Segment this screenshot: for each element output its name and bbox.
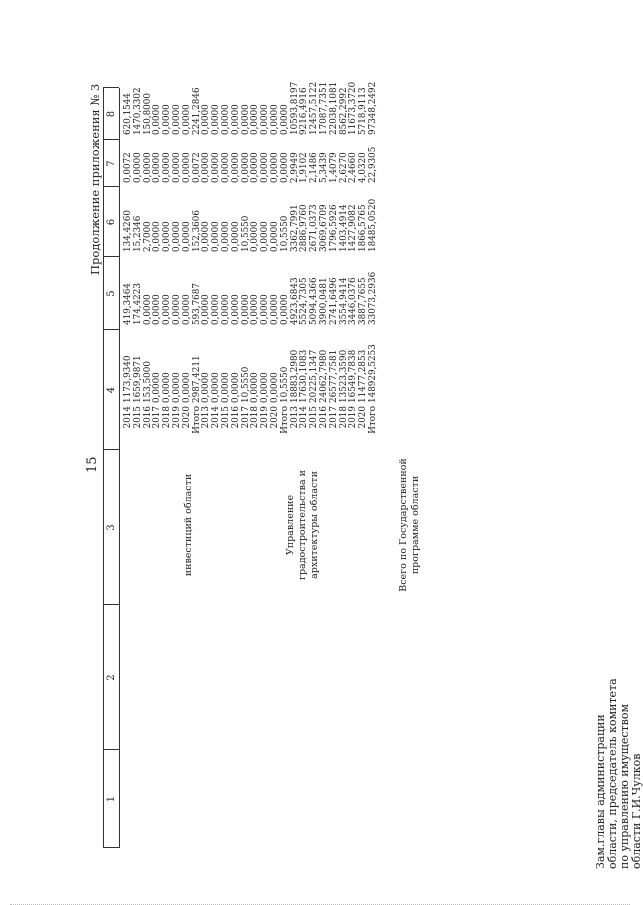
cell-col-5: 5094,4366: [309, 277, 320, 325]
cell-col-5: 33073,2936: [368, 271, 378, 325]
cell-col-7: 0,0000: [230, 152, 241, 183]
cell-col-4: 0,0000: [181, 372, 192, 403]
page-number: 15: [85, 456, 100, 473]
cell-col-8: 0,0000: [221, 104, 231, 135]
cell-col-8: 0,0000: [211, 104, 222, 135]
cell-col-4: 2987,4211: [191, 355, 202, 403]
row-year: 2018: [338, 406, 349, 429]
row-year: 2013: [289, 406, 300, 429]
cell-col-4: 0,0000: [221, 372, 231, 403]
table-header-divider: [119, 88, 120, 848]
cell-col-5: 0,0000: [211, 294, 222, 325]
signature-line: области Г.И.Чулков: [630, 753, 643, 869]
cell-col-6: 0,0000: [211, 221, 222, 252]
cell-col-6: 1403,4914: [338, 204, 349, 252]
cell-col-4: 10,5550: [240, 366, 251, 403]
cell-col-4: 0,0000: [152, 372, 163, 403]
table-border-top: [103, 88, 104, 848]
cell-col-7: 5,3439: [319, 152, 329, 183]
cell-col-8: 17087,7351: [319, 81, 329, 135]
cell-col-5: 0,0000: [221, 294, 231, 325]
cell-col-8: 0,0000: [279, 104, 290, 135]
cell-col-5: 593,7687: [191, 283, 202, 325]
cell-col-4: 0,0000: [260, 372, 271, 403]
cell-col-6: 0,0000: [270, 221, 280, 252]
cell-col-6: 18485,0520: [368, 198, 378, 252]
cell-col-4: 18883,2980: [289, 349, 300, 403]
cell-col-4: 20225,1347: [309, 349, 320, 403]
cell-col-8: 11673,3720: [348, 81, 359, 135]
cell-col-6: 134,4260: [123, 210, 133, 252]
cell-col-8: 8562,2992: [338, 87, 349, 135]
cell-col-8: 5718,9113: [358, 87, 369, 135]
cell-col-6: 0,0000: [230, 221, 241, 252]
row-year: 2020: [181, 406, 192, 429]
cell-col-4: 1659,9871: [132, 355, 143, 403]
cell-col-7: 0,0072: [123, 152, 133, 183]
cell-col-6: 10,5550: [279, 215, 290, 252]
row-year: 2014: [123, 406, 133, 429]
row-year: Итого: [279, 406, 290, 434]
cell-col-8: 12457,5122: [309, 81, 320, 135]
group-label-urban-planning: Управление градостроительства и архитектуры области: [285, 469, 320, 581]
cell-col-4: 24062,7980: [319, 349, 329, 403]
cell-col-4: 153,5000: [142, 361, 153, 403]
cell-col-7: 0,0072: [191, 152, 202, 183]
cell-col-6: 2,7000: [142, 221, 153, 252]
header-col-5: 5: [106, 290, 117, 297]
cell-col-5: 0,0000: [162, 294, 173, 325]
row-year: 2016: [230, 406, 241, 429]
cell-col-6: 3069,6709: [319, 204, 329, 252]
cell-col-6: 0,0000: [162, 221, 173, 252]
header-col-8: 8: [106, 110, 117, 118]
cell-col-8: 0,0000: [240, 104, 251, 135]
cell-col-8: 97348,2492: [368, 81, 378, 135]
cell-col-5: 0,0000: [152, 294, 163, 325]
cell-col-5: 174,4223: [132, 283, 143, 325]
continuation-title: Продолжение приложения № 3: [88, 83, 102, 275]
cell-col-5: 0,0000: [181, 294, 192, 325]
cell-col-4: 148929,5253: [368, 344, 378, 403]
cell-col-6: 2671,0373: [309, 204, 320, 252]
cell-col-8: 0,0000: [260, 104, 271, 135]
cell-col-5: 0,0000: [240, 294, 251, 325]
row-year: 2019: [172, 406, 182, 429]
header-col-1: 1: [106, 795, 117, 803]
cell-col-8: 0,0000: [152, 104, 163, 135]
cell-col-7: 2,6270: [338, 152, 349, 183]
cell-col-6: 3362,7991: [289, 204, 300, 252]
cell-col-4: 0,0000: [201, 372, 212, 403]
cell-col-7: 1,4079: [328, 152, 339, 183]
cell-col-6: 0,0000: [181, 221, 192, 252]
cell-col-8: 0,0000: [270, 104, 280, 135]
group-label-program-total: Всего по Государственной программе области: [398, 458, 421, 592]
cell-col-6: 0,0000: [152, 221, 163, 252]
row-year: Итого: [191, 406, 202, 434]
row-year: 2014: [211, 406, 222, 429]
row-year: 2017: [152, 406, 163, 429]
cell-col-7: 0,0000: [211, 152, 222, 183]
cell-col-6: 0,0000: [260, 221, 271, 252]
cell-col-4: 0,0000: [162, 372, 173, 403]
row-year: 2015: [132, 406, 143, 429]
cell-col-6: 1796,5926: [328, 204, 339, 252]
header-col-7: 7: [106, 160, 117, 167]
cell-col-8: 0,0000: [201, 104, 212, 135]
cell-col-8: 0,0000: [250, 104, 261, 135]
cell-col-7: 0,0000: [142, 152, 153, 183]
signature-line: Зам.главы администрации: [594, 714, 607, 869]
cell-col-5: 0,0000: [201, 294, 212, 325]
cell-col-5: 5524,7305: [299, 277, 310, 325]
cell-col-7: 1,9102: [299, 152, 310, 183]
cell-col-6: 2886,9760: [299, 204, 310, 252]
cell-col-4: 26577,7581: [328, 349, 339, 403]
cell-col-7: 0,0000: [152, 152, 163, 183]
cell-col-6: 15,2346: [132, 215, 143, 252]
row-year: 2018: [250, 406, 261, 429]
cell-col-8: 150,8000: [142, 93, 153, 135]
cell-col-6: 0,0000: [221, 221, 231, 252]
cell-col-8: 0,0000: [181, 104, 192, 135]
cell-col-8: 0,0000: [230, 104, 241, 135]
cell-col-7: 0,0000: [181, 152, 192, 183]
cell-col-7: 0,0000: [250, 152, 261, 183]
cell-col-7: 0,0000: [221, 152, 231, 183]
row-year: 2017: [240, 406, 251, 429]
cell-col-4: 13523,3590: [338, 349, 349, 403]
cell-col-7: 0,0000: [132, 152, 143, 183]
cell-col-4: 11477,2853: [358, 349, 369, 403]
cell-col-7: 4,0320: [358, 152, 369, 183]
row-year: 2014: [299, 406, 310, 429]
row-year: 2016: [319, 406, 329, 429]
cell-col-6: 0,0000: [250, 221, 261, 252]
cell-col-4: 0,0000: [172, 372, 182, 403]
cell-col-8: 0,0000: [172, 104, 182, 135]
cell-col-5: 0,0000: [279, 294, 290, 325]
cell-col-8: 1470,3302: [132, 87, 143, 135]
cell-col-5: 3446,0376: [348, 277, 359, 325]
cell-col-7: 2,4660: [348, 152, 359, 183]
cell-col-7: 0,0000: [279, 152, 290, 183]
cell-col-6: 0,0000: [172, 221, 182, 252]
row-year: 2019: [348, 406, 359, 429]
cell-col-6: 1866,5765: [358, 204, 369, 252]
cell-col-7: 2,9949: [289, 152, 300, 183]
cell-col-7: 0,0000: [260, 152, 271, 183]
cell-col-4: 0,0000: [230, 372, 241, 403]
cell-col-4: 17630,1083: [299, 349, 310, 403]
cell-col-7: 0,0000: [172, 152, 182, 183]
cell-col-8: 22038,1081: [328, 81, 339, 135]
cell-col-5: 3900,0481: [319, 277, 329, 325]
header-col-3: 3: [106, 524, 117, 531]
cell-col-7: 2,1486: [309, 152, 320, 183]
header-col-6: 6: [106, 218, 117, 226]
cell-col-5: 419,3464: [123, 283, 133, 325]
cell-col-4: 16549,7838: [348, 349, 359, 403]
cell-col-5: 0,0000: [142, 294, 153, 325]
cell-col-6: 1427,9082: [348, 204, 359, 252]
row-year: 2015: [309, 406, 320, 429]
cell-col-7: 0,0000: [162, 152, 173, 183]
cell-col-6: 152,3606: [191, 210, 202, 252]
cell-col-5: 0,0000: [250, 294, 261, 325]
cell-col-8: 10593,8197: [289, 81, 300, 135]
cell-col-5: 3554,9414: [338, 277, 349, 325]
cell-col-5: 0,0000: [230, 294, 241, 325]
row-year: Итого: [368, 406, 378, 434]
cell-col-7: 22,9305: [368, 146, 378, 183]
cell-col-5: 0,0000: [270, 294, 280, 325]
row-year: 2013: [201, 406, 212, 429]
group-label-investments: инвестиций области: [183, 473, 194, 577]
row-year: 2017: [328, 406, 339, 429]
header-col-4: 4: [106, 386, 117, 394]
cell-col-4: 0,0000: [211, 372, 222, 403]
row-year: 2020: [358, 406, 369, 429]
cell-col-4: 0,0000: [250, 372, 261, 403]
signature-line: области, председатель комитета: [606, 678, 619, 869]
cell-col-5: 3887,7655: [358, 277, 369, 325]
cell-col-6: 10,5550: [240, 215, 251, 252]
cell-col-4: 10,5550: [279, 366, 290, 403]
cell-col-8: 620,1544: [123, 93, 133, 135]
cell-col-7: 0,0000: [270, 152, 280, 183]
cell-col-8: 2241,2846: [191, 87, 202, 135]
cell-col-5: 2741,6496: [328, 277, 339, 325]
row-year: 2020: [270, 406, 280, 429]
row-year: 2016: [142, 406, 153, 429]
row-year: 2019: [260, 406, 271, 429]
header-col-2: 2: [106, 674, 117, 681]
cell-col-7: 0,0000: [201, 152, 212, 183]
signature-line: по управлению имуществом: [618, 704, 631, 869]
row-year: 2018: [162, 406, 173, 429]
cell-col-4: 1173,9340: [123, 355, 133, 403]
cell-col-5: 4923,6843: [289, 277, 300, 325]
cell-col-6: 0,0000: [201, 221, 212, 252]
cell-col-8: 0,0000: [162, 104, 173, 135]
cell-col-4: 0,0000: [270, 372, 280, 403]
cell-col-7: 0,0000: [240, 152, 251, 183]
cell-col-8: 9216,4916: [299, 87, 310, 135]
cell-col-5: 0,0000: [260, 294, 271, 325]
cell-col-5: 0,0000: [172, 294, 182, 325]
row-year: 2015: [221, 406, 231, 429]
